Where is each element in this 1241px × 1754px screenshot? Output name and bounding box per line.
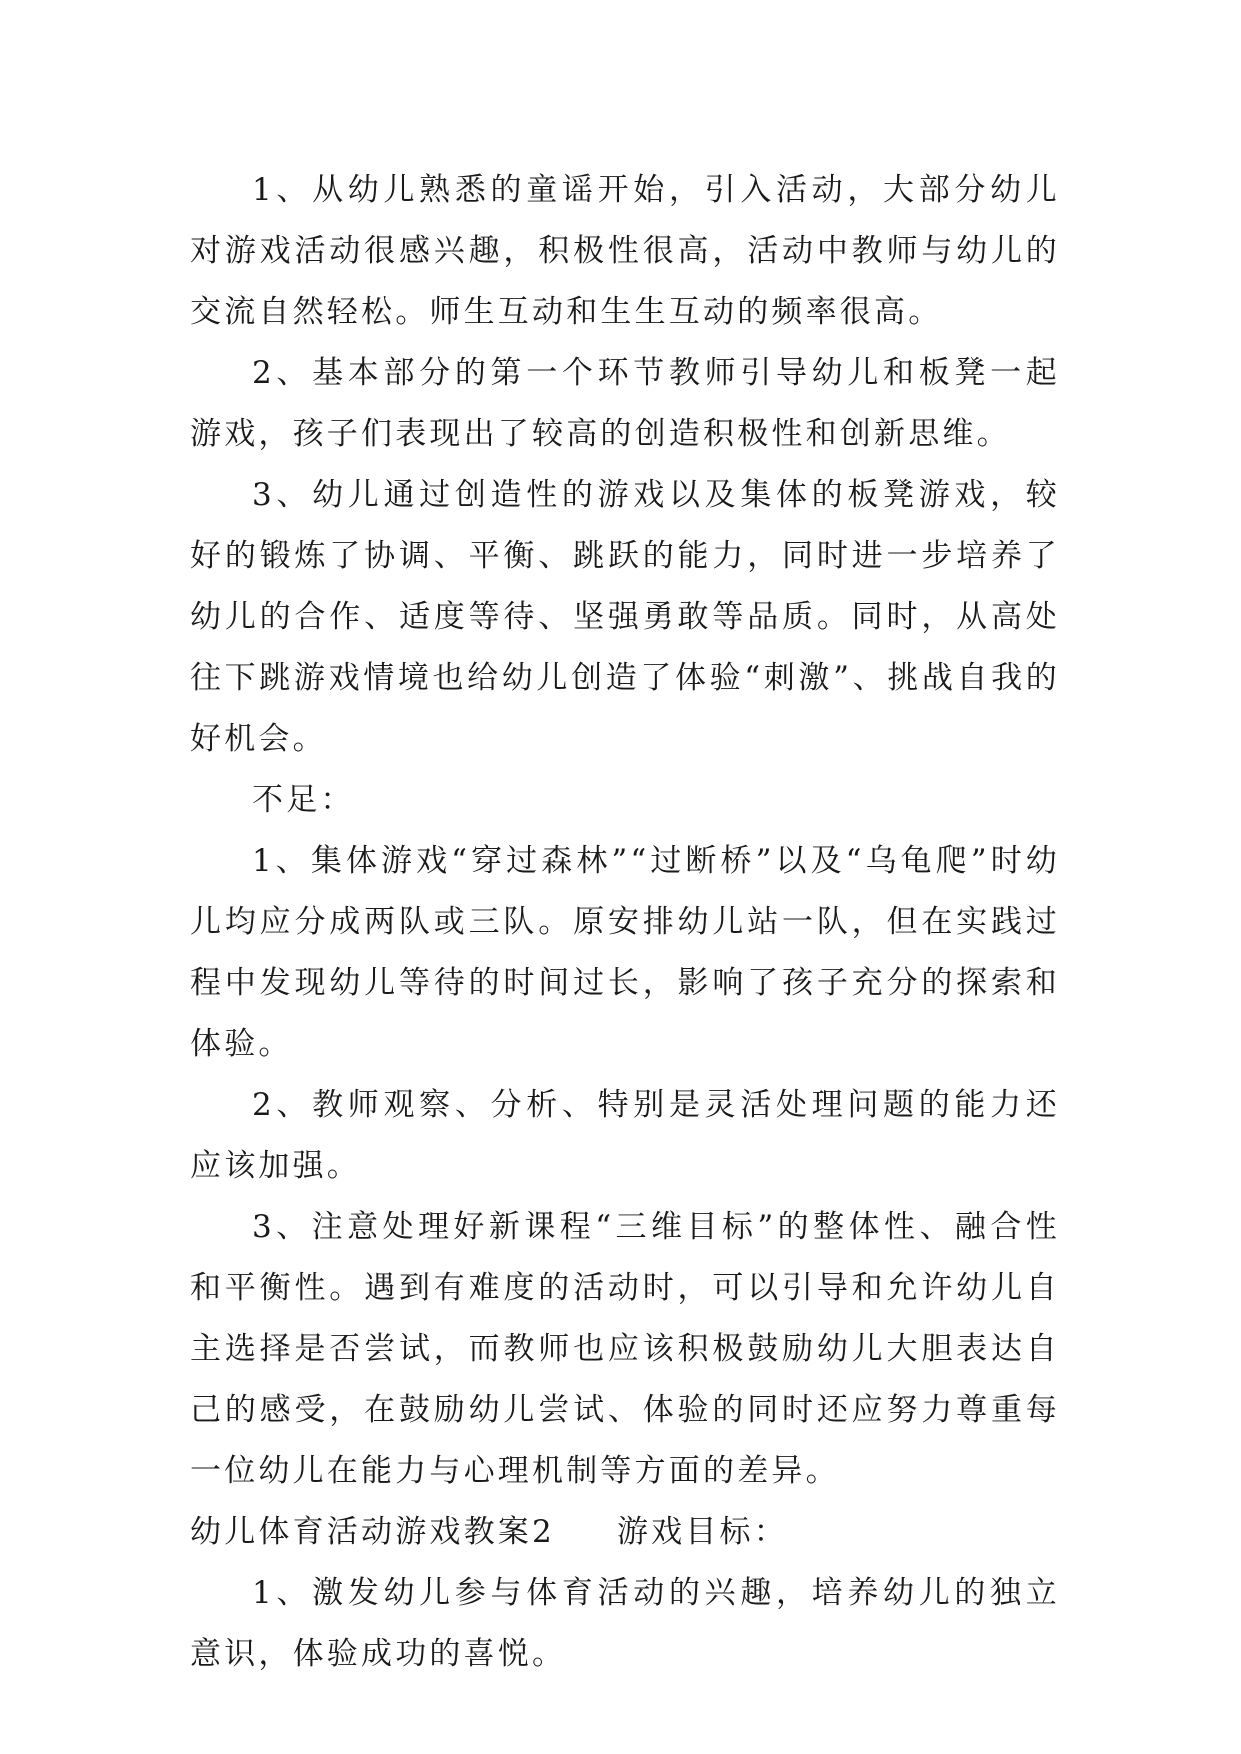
paragraph-intro-2: 2、基本部分的第一个环节教师引导幼儿和板凳一起游戏，孩子们表现出了较高的创造积极性和创新思维。	[190, 355, 1060, 452]
paragraph-shortcoming-2: 2、教师观察、分析、特别是灵活处理问题的能力还应该加强。	[190, 1087, 1060, 1184]
paragraph-goal-1: 1、激发幼儿参与体育活动的兴趣，培养幼儿的独立意识，体验成功的喜悦。	[190, 1575, 1060, 1672]
paragraph-shortcoming-3: 3、注意处理好新课程“三维目标”的整体性、融合性和平衡性。遇到有难度的活动时，可以引导和允许幼儿自主选择是否尝试，而教师也应该积极鼓励幼儿大胆表达自己的感受，在鼓励幼儿尝试、体验的同时还应努力尊重每一位幼儿在能力与心理机制等方面的差异。	[190, 1209, 1060, 1489]
document-body	[190, 160, 1060, 1685]
paragraph-intro-1: 1、从幼儿熟悉的童谣开始，引入活动，大部分幼儿对游戏活动很感兴趣，积极性很高，活动中教师与幼儿的交流自然轻松。师生互动和生生互动的频率很高。	[190, 172, 1060, 330]
section-subtitle: 游戏目标：	[616, 1514, 788, 1550]
paragraph-shortcoming-1: 1、集体游戏“穿过森林”“过断桥”以及“乌龟爬”时幼儿均应分成两队或三队。原安排幼儿站一队，但在实践过程中发现幼儿等待的时间过长，影响了孩子充分的探索和体验。	[190, 843, 1060, 1062]
paragraph-shortcomings-heading: 不足：	[252, 782, 355, 818]
paragraph-intro-3: 3、幼儿通过创造性的游戏以及集体的板凳游戏，较好的锻炼了协调、平衡、跳跃的能力，同时进一步培养了幼儿的合作、适度等待、坚强勇敢等品质。同时，从高处往下跳游戏情境也给幼儿创造了体验“刺激”、挑战自我的好机会。	[190, 477, 1060, 757]
section-title: 幼儿体育活动游戏教案2	[190, 1514, 555, 1550]
section-heading-line	[190, 1502, 1060, 1563]
